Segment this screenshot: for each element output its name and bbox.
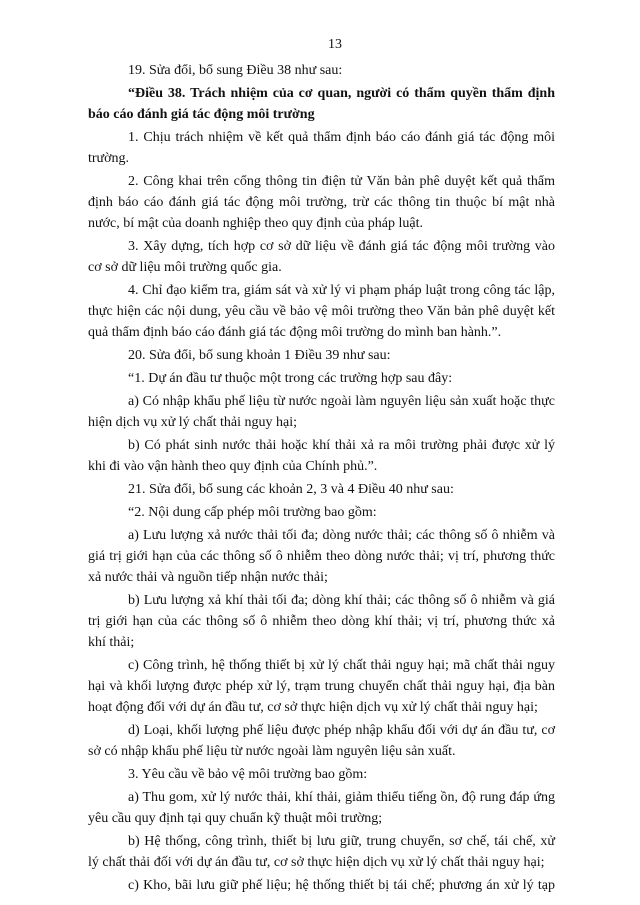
article-40-clause-3-point-c <box>88 875 555 896</box>
text-line: a) Có nhập khẩu phế liệu từ nước ngoài làm nguyên liệu sản xuất hoặc thực <box>128 394 555 409</box>
text-line: khi đi vào vận hành theo quy định của Chính phủ.”. <box>88 459 378 474</box>
text-line: 2. Công khai trên cổng thông tin điện tử Văn bản phê duyệt kết quả thẩm <box>128 174 555 189</box>
article-38-clause-4 <box>88 280 555 343</box>
text-line: 4. Chỉ đạo kiểm tra, giám sát và xử lý vi phạm pháp luật trong công tác lập, <box>128 283 555 298</box>
text-line: 19. Sửa đổi, bổ sung Điều 38 như sau: <box>128 63 343 78</box>
article-40-clause-3-point-b <box>88 831 555 873</box>
article-38-clause-3 <box>88 236 555 278</box>
amendment-19-intro <box>88 60 555 81</box>
text-line: “1. Dự án đầu tư thuộc một trong các trường hợp sau đây: <box>128 371 453 386</box>
article-40-clause-2-point-d <box>88 720 555 762</box>
text-line: khí thải; <box>88 635 135 650</box>
article-38-clause-1 <box>88 127 555 169</box>
text-line: a) Thu gom, xử lý nước thải, khí thải, giảm thiểu tiếng ồn, độ rung đáp ứng <box>128 790 555 805</box>
text-line: 1. Chịu trách nhiệm về kết quả thẩm định báo cáo đánh giá tác động môi <box>128 130 555 145</box>
amendment-21-intro <box>88 479 555 500</box>
text-line: a) Lưu lượng xả nước thải tối đa; dòng nước thải; các thông số ô nhiễm và <box>128 528 555 543</box>
text-line: thực hiện các nội dung, yêu cầu về bảo vệ môi trường theo Văn bản phê duyệt kết <box>88 304 555 319</box>
text-line: yêu cầu quy định tại quy chuẩn kỹ thuật môi trường; <box>88 811 383 826</box>
text-line: trị giới hạn của các thông số ô nhiễm theo dòng khí thải; vị trí, phương thức xả <box>88 614 555 629</box>
text-line: giá trị giới hạn của các thông số ô nhiễm theo dòng nước thải; vị trí, phương thức <box>88 549 555 564</box>
article-40-clause-3-point-a <box>88 787 555 829</box>
text-line: trường. <box>88 151 130 166</box>
article-39-clause-1-point-b <box>88 435 555 477</box>
text-line: 21. Sửa đổi, bổ sung các khoản 2, 3 và 4 Điều 40 như sau: <box>128 482 454 497</box>
text-line: báo cáo đánh giá tác động môi trường <box>88 107 315 122</box>
text-line: 3. Yêu cầu về bảo vệ môi trường bao gồm: <box>128 767 368 782</box>
text-line: c) Công trình, hệ thống thiết bị xử lý chất thải nguy hại; mã chất thải nguy <box>128 658 555 673</box>
text-line: “2. Nội dung cấp phép môi trường bao gồm: <box>128 505 377 520</box>
text-line: b) Có phát sinh nước thải hoặc khí thải xả ra môi trường phải được xử lý <box>128 438 555 453</box>
text-line: sở có nhập khẩu phế liệu từ nước ngoài làm nguyên liệu sản xuất. <box>88 744 456 759</box>
text-line: quả thẩm định báo cáo đánh giá tác động môi trường do mình ban hành.”. <box>88 325 502 340</box>
article-38-clause-2 <box>88 171 555 234</box>
text-line: hoạt động đối với dự án đầu tư, cơ sở thực hiện dịch vụ xử lý chất thải nguy hại; <box>88 700 538 715</box>
page-number: 13 <box>328 37 342 52</box>
text-line: nước, bí mật của doanh nghiệp theo quy định của pháp luật. <box>88 216 423 231</box>
article-40-clause-2 <box>88 502 555 523</box>
amendment-20-intro <box>88 345 555 366</box>
document-body <box>88 60 555 896</box>
text-line: định báo cáo đánh giá tác động môi trường, trừ các thông tin thuộc bí mật nhà <box>88 195 555 210</box>
text-line: c) Kho, bãi lưu giữ phế liệu; hệ thống thiết bị tái chế; phương án xử lý tạp <box>128 878 555 893</box>
article-40-clause-2-point-c <box>88 655 555 718</box>
text-line: hiện dịch vụ xử lý chất thải nguy hại; <box>88 415 297 430</box>
article-40-clause-3 <box>88 764 555 785</box>
text-line: 20. Sửa đổi, bổ sung khoản 1 Điều 39 như sau: <box>128 348 391 363</box>
text-line: lý chất thải đối với dự án đầu tư, cơ sở thực hiện dịch vụ xử lý chất thải nguy hại; <box>88 855 545 870</box>
article-40-clause-2-point-b <box>88 590 555 653</box>
article-39-clause-1-point-a <box>88 391 555 433</box>
text-line: b) Hệ thống, công trình, thiết bị lưu giữ, trung chuyển, sơ chế, tái chế, xử <box>128 834 555 849</box>
text-line: 3. Xây dựng, tích hợp cơ sở dữ liệu về đánh giá tác động môi trường vào <box>128 239 555 254</box>
text-line: hại và khối lượng được phép xử lý, trạm trung chuyển chất thải nguy hại, địa bàn <box>88 679 555 694</box>
article-38-heading <box>88 83 555 125</box>
text-line: xả nước thải và nguồn tiếp nhận nước thải; <box>88 570 328 585</box>
text-line: “Điều 38. Trách nhiệm của cơ quan, người có thẩm quyền thẩm định <box>128 86 555 101</box>
text-line: cơ sở dữ liệu môi trường quốc gia. <box>88 260 282 275</box>
text-line: b) Lưu lượng xả khí thải tối đa; dòng khí thải; các thông số ô nhiễm và giá <box>128 593 555 608</box>
text-line: d) Loại, khối lượng phế liệu được phép nhập khẩu đối với dự án đầu tư, cơ <box>128 723 555 738</box>
article-40-clause-2-point-a <box>88 525 555 588</box>
article-39-clause-1 <box>88 368 555 389</box>
